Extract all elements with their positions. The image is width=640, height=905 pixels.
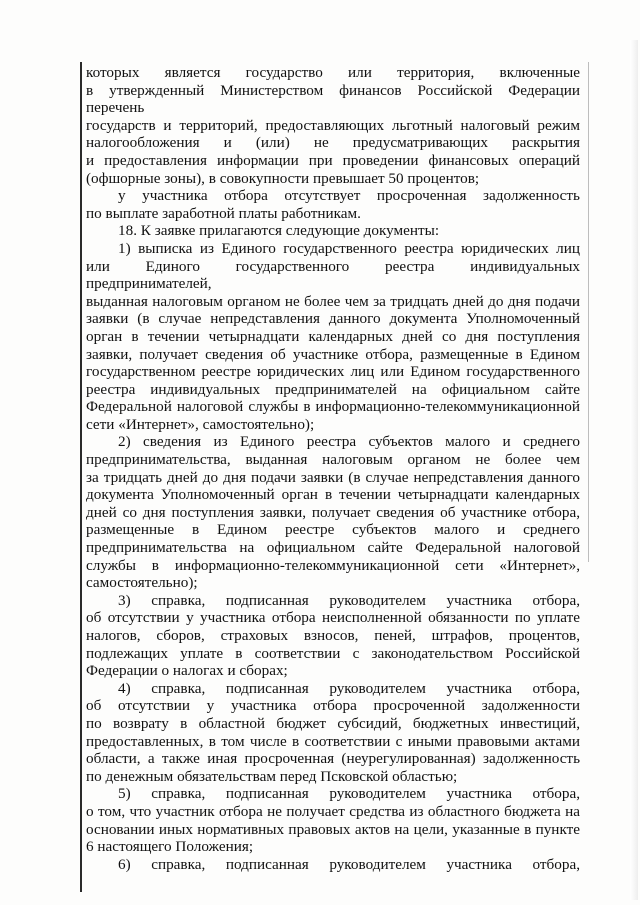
- text-line: Федеральной налоговой службы в информационно-телекоммуникационной: [86, 398, 580, 416]
- text-line: 6) справка, подписанная руководителем участника отбора,: [118, 855, 580, 873]
- scan-border-left: [80, 62, 82, 892]
- text-line: о том, что участник отбора не получает средства из областного бюджета на: [86, 802, 580, 820]
- text-line: (офшорные зоны), в совокупности превышает 50 процентов;: [86, 169, 480, 187]
- text-line: реестра индивидуальных предпринимателей на официальном сайте: [86, 380, 580, 398]
- text-line: 3) справка, подписанная руководителем участника отбора,: [118, 591, 580, 609]
- document-body: [86, 64, 580, 873]
- text-line: службы в информационно-телекоммуникационной сети «Интернет»,: [86, 556, 580, 574]
- text-line: налогов, сборов, страховых взносов, пеней, штрафов, процентов,: [86, 627, 580, 644]
- text-line: которых является государство или территория, включенные: [86, 64, 580, 81]
- text-line: у участника отбора отсутствует просроченная задолженность: [118, 187, 580, 205]
- text-line: налогообложения и (или) не предусматривающих раскрытия: [86, 134, 580, 152]
- text-line: 2) сведения из Единого реестра субъектов малого и среднего: [118, 433, 580, 451]
- text-line: и предоставления информации при проведении финансовых операций: [86, 151, 580, 169]
- text-line: дней со дня поступления заявки, получает сведения об участнике отбора,: [86, 503, 580, 521]
- text-line: документа Уполномоченный орган в течении четырнадцати календарных: [86, 486, 580, 504]
- text-line: за тридцать дней до дня подачи заявки (в случае непредставления данного: [86, 468, 580, 486]
- text-line: государственном реестре юридических лиц или Едином государственного: [86, 363, 580, 381]
- text-line: или Единого государственного реестра индивидуальных предпринимателей,: [86, 257, 580, 293]
- text-line: 18. К заявке прилагаются следующие документы:: [118, 222, 440, 240]
- text-line: самостоятельно);: [86, 574, 198, 592]
- text-line: 5) справка, подписанная руководителем участника отбора,: [118, 785, 580, 803]
- text-line: области, а также иная просроченная (неурегулированная) задолженность: [86, 750, 580, 768]
- text-line: 1) выписка из Единого государственного реестра юридических лиц: [118, 239, 580, 257]
- text-line: государств и территорий, предоставляющих льготный налоговый режим: [86, 116, 580, 134]
- text-line: выданная налоговым органом не более чем за тридцать дней до дня подачи: [86, 292, 580, 310]
- text-line: по денежным обязательствам перед Псковской областью;: [86, 767, 458, 785]
- text-line: предпринимательства, выданная налоговым органом не более чем: [86, 451, 580, 469]
- text-line: об отсутствии у участника отбора просроченной задолженности: [86, 697, 580, 715]
- text-line: размещенные в Едином реестре субъектов малого и среднего: [86, 521, 580, 539]
- text-line: подлежащих уплате в соответствии с законодательством Российской: [86, 644, 580, 662]
- text-line: по возврату в областной бюджет субсидий, бюджетных инвестиций,: [86, 714, 580, 732]
- text-line: 6 настоящего Положения;: [86, 838, 254, 856]
- text-line: предоставленных, в том числе в соответствии с иными правовыми актами: [86, 732, 580, 750]
- scan-border-right: [588, 62, 589, 562]
- text-line: заявки (в случае непредставления данного документа Уполномоченный: [86, 310, 580, 328]
- text-line: в утвержденный Министерством финансов Российской Федерации перечень: [86, 81, 580, 117]
- text-line: 4) справка, подписанная руководителем участника отбора,: [118, 679, 580, 697]
- text-line: сети «Интернет», самостоятельно);: [86, 415, 315, 433]
- scan-edge: [630, 40, 638, 900]
- text-line: об отсутствии у участника отбора неисполненной обязанности по уплате: [86, 609, 580, 627]
- text-line: Федерации о налогах и сборах;: [86, 662, 288, 680]
- text-line: заявки, получает сведения об участнике отбора, размещенные в Едином: [86, 345, 580, 363]
- text-line: орган в течении четырнадцати календарных дней со дня поступления: [86, 327, 580, 345]
- text-line: предпринимательства на официальном сайте Федеральной налоговой: [86, 539, 580, 557]
- text-line: основании иных нормативных правовых актов на цели, указанные в пункте: [86, 820, 580, 838]
- text-line: по выплате заработной платы работникам.: [86, 204, 361, 222]
